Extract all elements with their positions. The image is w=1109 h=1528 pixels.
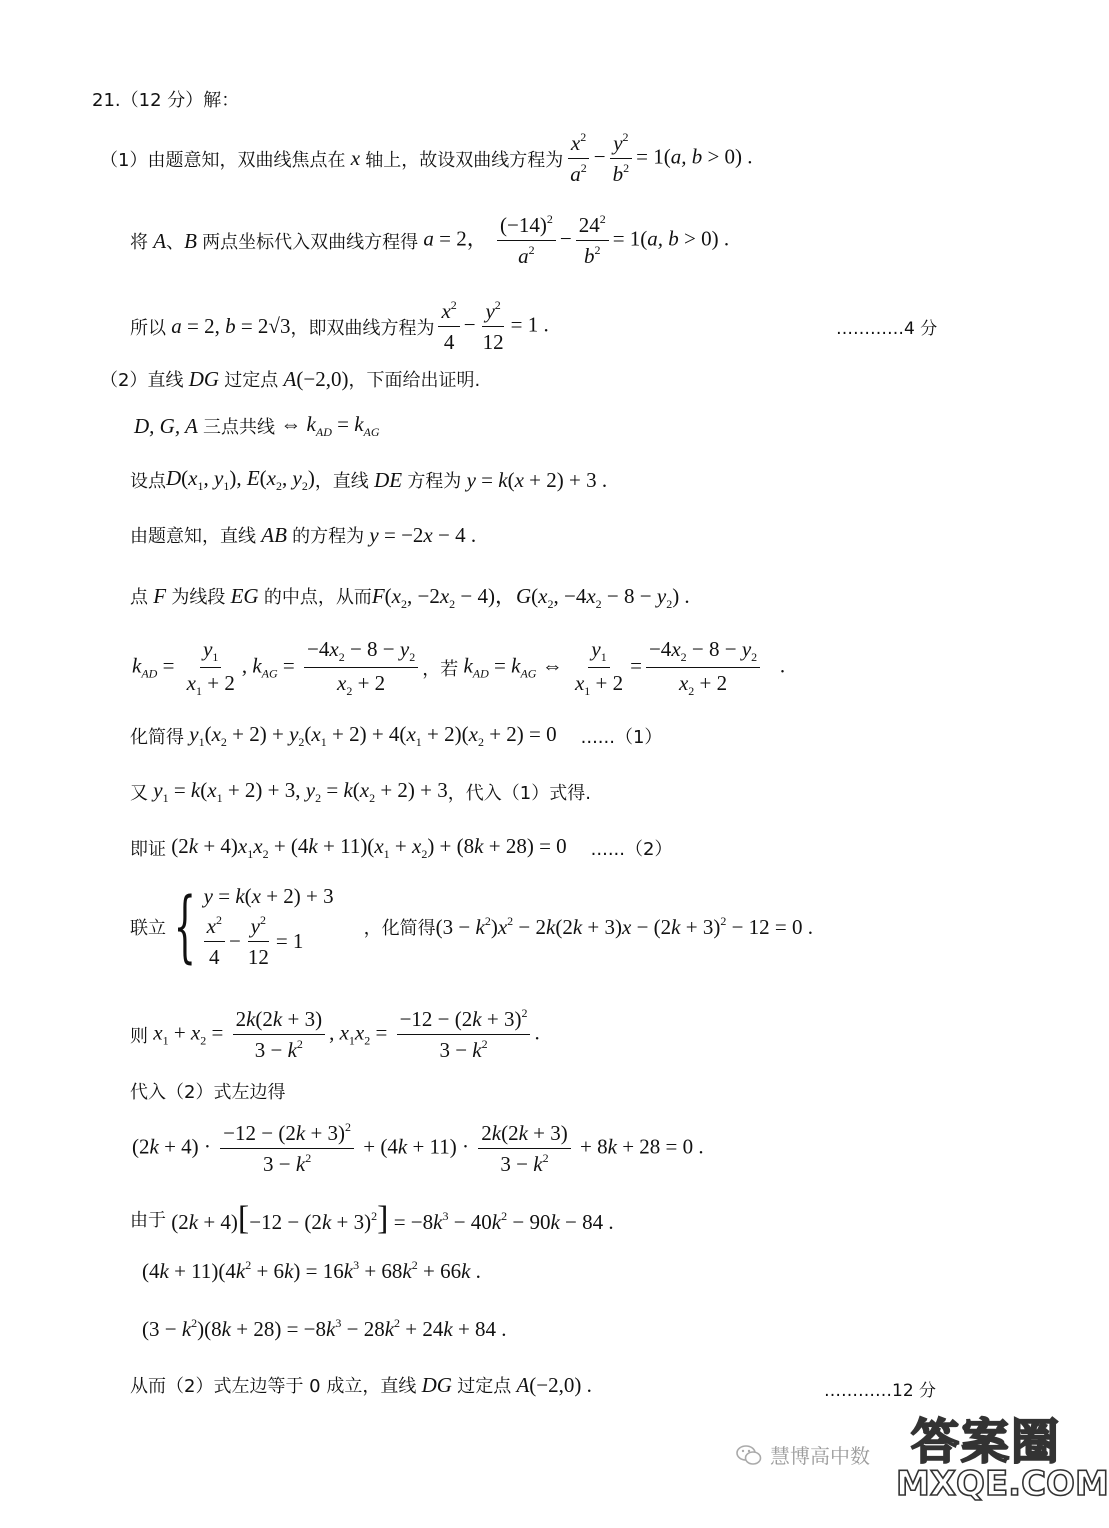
part2-intro-text2: 过定点 bbox=[224, 370, 279, 391]
part2-combine bbox=[130, 884, 813, 971]
watermark-site-top: 答案圈 bbox=[910, 1414, 1061, 1470]
math-expand3: $(3 - k^2)(8k + 28) = -8k^3 - 28k^2 + 24k + 84$ . bbox=[142, 1316, 507, 1341]
part2-conclusion bbox=[130, 1372, 592, 1398]
watermark-account-text: 慧博高中数 bbox=[770, 1444, 870, 1468]
math-hyperbola-general: $\frac{x^2}{a^2}$ − $\frac{y^2}{b^2}$ = 1(a, b > 0) . bbox=[563, 130, 752, 188]
part1-label: （1） bbox=[100, 149, 148, 171]
math-quadratic: $(3 - k^2)x^2 - 2k(2k + 3)x - (2k + 3)^2 - 12 = 0$ . bbox=[435, 914, 814, 940]
part1-text1: 由题意知，双曲线焦点在 bbox=[147, 149, 346, 171]
part2-simplify bbox=[130, 722, 662, 750]
note1: ......（1） bbox=[580, 727, 663, 748]
math-vieta: $x_1 + x_2$ = $\frac{2k(2k + 3)}{3 - k^2}$ , $x_1x_2$ = $\frac{-12 - (2k + 3)^2}{3 - k^2}$ . bbox=[148, 1006, 540, 1063]
simplify-text: 化简得 bbox=[130, 727, 184, 748]
part2-midpoint bbox=[130, 580, 690, 612]
ab-line-text2: 的方程为 bbox=[292, 526, 365, 547]
part2-long-expression bbox=[132, 1120, 704, 1178]
part2-slopes bbox=[132, 636, 785, 699]
part1-line3-text2: ，即双曲线方程为 bbox=[290, 317, 435, 339]
problem-heading bbox=[92, 86, 239, 112]
since-text: 由于 bbox=[130, 1210, 166, 1231]
midpoint-text3: 的中点，从而 bbox=[263, 587, 372, 608]
math-point-a-final: A(−2,0) . bbox=[511, 1372, 592, 1397]
part1-score: …………4 分 bbox=[836, 319, 938, 339]
collinear-text: 三点共线 bbox=[203, 417, 276, 438]
plug-text: 代入（2）式左边得 bbox=[130, 1082, 286, 1103]
math-system: { y = k(x + 2) + 3 $\frac{x^2}{4}$ − $\frac{y^2}{12}$ = 1 bbox=[173, 882, 334, 973]
wechat-icon bbox=[736, 1444, 762, 1466]
math-point-a: A(−2,0) bbox=[278, 366, 349, 391]
part1-line3 bbox=[130, 298, 549, 356]
part1-text2: 轴上，故设双曲线方程为 bbox=[365, 149, 564, 171]
prove-text: 即证 bbox=[130, 839, 166, 860]
math-expand1: $(2k + 4)[-12 - (2k + 3)^2] = -8k^3 - 40k^2 - 90k - 84$ . bbox=[171, 1200, 614, 1237]
set-points-text3: 方程为 bbox=[407, 471, 462, 492]
conclude-text: 从而（2）式左边等于 0 成立，直线 bbox=[130, 1376, 417, 1397]
part2-collinear bbox=[134, 412, 380, 440]
combine-text: 联立 bbox=[130, 918, 166, 940]
math-ab-eq: y = −2x − 4 . bbox=[364, 522, 477, 547]
part2-substitute bbox=[130, 778, 591, 806]
math-x: x bbox=[345, 146, 366, 171]
math-slopes: $k_{AD}$ = $\frac{y_1}{x_1 + 2}$ , $k_{AG}$ = $\frac{-4x_2 - 8 - y_2}{x_2 + 2}$ bbox=[132, 636, 422, 699]
watermark-site-logo bbox=[896, 1414, 1109, 1504]
part2-set-points bbox=[130, 466, 607, 494]
part2-plug bbox=[130, 1078, 285, 1104]
math-eg: EG bbox=[225, 583, 264, 608]
watermark-site-bottom: MXQE.COM bbox=[896, 1464, 1109, 1504]
part2-label: （2） bbox=[100, 370, 148, 391]
note2: ......（2） bbox=[590, 839, 673, 860]
part1-line2-text2: 两点坐标代入双曲线方程得 bbox=[202, 231, 419, 253]
midpoint-text: 点 bbox=[130, 587, 148, 608]
substitute-text: 又 bbox=[130, 783, 148, 804]
part2-vieta bbox=[130, 1006, 540, 1064]
part2-expand2 bbox=[142, 1258, 481, 1284]
math-long-expression: (2k + 4) · $\frac{-12 - (2k + 3)^2}{3 - k^2}$ + (4k + 11) · $\frac{2k(2k + 3)}{3 - k^2}$ + 8k + 28 = 0 . bbox=[132, 1120, 704, 1177]
math-fg-coords: $F(x_2$, $-2x_2 - 4$)，$G(x_2$, $-4x_2 - 8 - y_2$) . bbox=[371, 584, 690, 611]
if-text: ，若 bbox=[422, 658, 459, 680]
math-ab-values: a = 2, b = 2√3 bbox=[166, 314, 291, 339]
part2-intro-text: 直线 bbox=[147, 370, 184, 391]
part1-line2-text: 将 bbox=[130, 231, 148, 253]
ab-line-text: 由题意知，直线 bbox=[130, 526, 256, 547]
math-expand2: $(4k + 11)(4k^2 + 6k) = 16k^3 + 68k^2 + 66k$ . bbox=[142, 1258, 481, 1283]
part2-intro-text3: ，下面给出证明. bbox=[348, 370, 481, 391]
watermark-account bbox=[736, 1440, 870, 1469]
math-de-eq: y = k(x + 2) + 3 . bbox=[461, 467, 608, 492]
then-text: 则 bbox=[130, 1025, 148, 1047]
math-dg: DG bbox=[183, 366, 225, 391]
part1-line3-text: 所以 bbox=[130, 317, 166, 339]
math-points-ab: A、B bbox=[148, 228, 203, 253]
heading-text: 21.（12 分）解： bbox=[92, 90, 240, 111]
conclude-text2: 过定点 bbox=[457, 1376, 512, 1397]
math-dg-final: DG bbox=[416, 1372, 458, 1397]
math-eq2: $(2k + 4)x_1x_2 + (4k + 11)(x_1 + x_2) + (8k + 28) = 0$ bbox=[171, 834, 567, 861]
math-substitution: a = 2， $\frac{(-14)^2}{a^2}$ − $\frac{24^2}{b^2}$ = 1(a, b > 0) . bbox=[418, 212, 730, 269]
math-hyperbola-result: $\frac{x^2}{4}$ − $\frac{y^2}{12}$ = 1 . bbox=[434, 298, 548, 356]
part2-expand3 bbox=[142, 1316, 507, 1342]
substitute-text2: ，代入（1）式得. bbox=[447, 783, 591, 804]
part2-score: …………12 分 bbox=[824, 1381, 937, 1401]
part2-since bbox=[130, 1200, 614, 1238]
math-eq1: $y_1(x_2 + 2) + y_2(x_1 + 2) + 4(x_1 + 2)(x_2 + 2) = 0$ bbox=[184, 722, 557, 749]
set-points-text: 设点 bbox=[130, 471, 166, 492]
math-de: DE bbox=[368, 467, 408, 492]
math-slope-equiv: ⇔ $k_{AD} = k_{AG}$ bbox=[275, 412, 380, 439]
math-points-de: $D(x_1$, $y_1$), $E(x_2$, $y_2$) bbox=[166, 466, 315, 493]
part1-line2 bbox=[130, 212, 729, 270]
set-points-text2: ，直线 bbox=[314, 471, 369, 492]
part2-ab-line bbox=[130, 522, 476, 548]
math-slopes-equiv: $k_{AD} = k_{AG}$ ⇔ $\frac{y_1}{x_1 + 2}$ = $\frac{-4x_2 - 8 - y_2}{x_2 + 2}$ . bbox=[458, 637, 786, 698]
part2-prove bbox=[130, 834, 672, 862]
midpoint-text2: 为线段 bbox=[171, 587, 226, 608]
math-dga: D, G, A bbox=[134, 413, 204, 438]
math-f: F bbox=[148, 583, 172, 608]
combine-text2: ，化简得 bbox=[363, 918, 436, 940]
part1-line1 bbox=[100, 130, 753, 188]
math-ab: AB bbox=[256, 522, 293, 547]
part2-intro bbox=[100, 366, 480, 392]
math-y-subs: $y_1 = k(x_1 + 2) + 3$, $y_2 = k(x_2 + 2) + 3$ bbox=[148, 778, 448, 805]
